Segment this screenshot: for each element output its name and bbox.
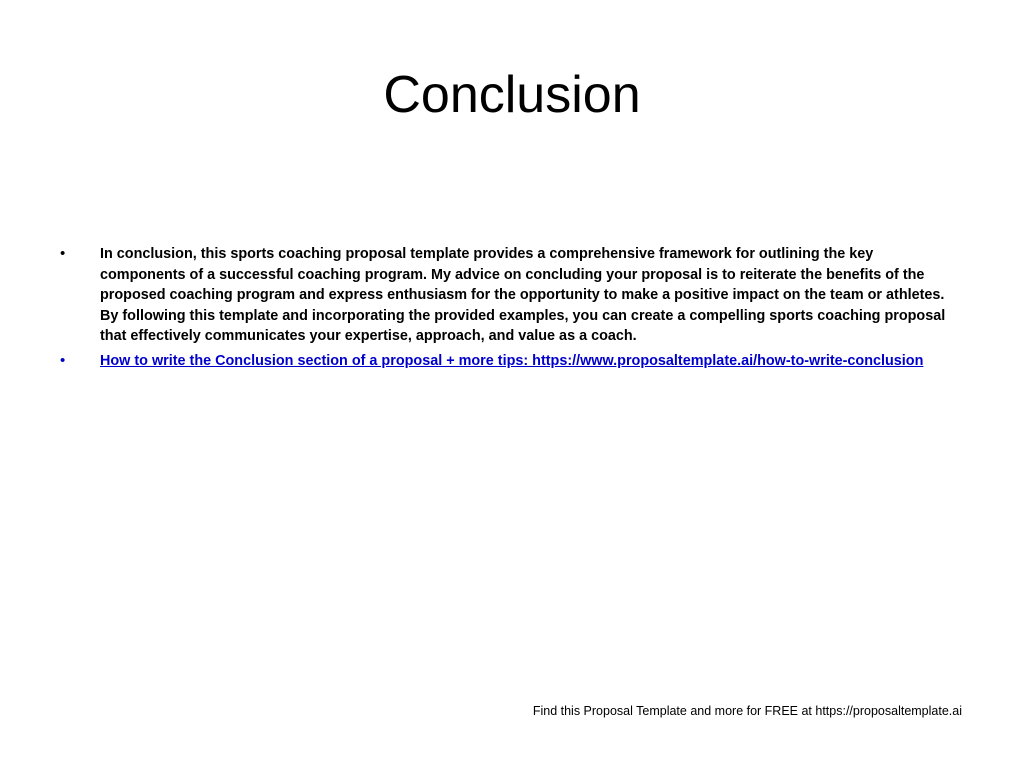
bullet-item-conclusion — [58, 244, 950, 347]
conclusion-paragraph: In conclusion, this sports coaching proposal template provides a comprehensive framework for outlining the key components of a successful coaching program. My advice on concluding your proposal is to reiterate the benefits of the proposed coaching program and express enthusiasm for the opportunity to make a positive impact on the team or athletes. By following this template and incorporating the provided examples, you can create a compelling sports coaching proposal that effectively communicates your expertise, approach, and value as a coach. — [100, 246, 946, 344]
link-container — [100, 351, 950, 372]
slide-title: Conclusion — [383, 66, 641, 124]
conclusion-tips-link[interactable]: How to write the Conclusion section of a proposal + more tips: https://www.proposaltemplate.ai/how-to-write-conclusion — [100, 352, 924, 369]
footer-text: Find this Proposal Template and more for FREE at https://proposaltemplate.ai — [532, 704, 962, 718]
bullet-item-link — [58, 351, 950, 372]
bullet-marker: • — [60, 351, 66, 369]
bullet-marker: • — [60, 245, 66, 262]
bullet-list — [58, 244, 950, 375]
